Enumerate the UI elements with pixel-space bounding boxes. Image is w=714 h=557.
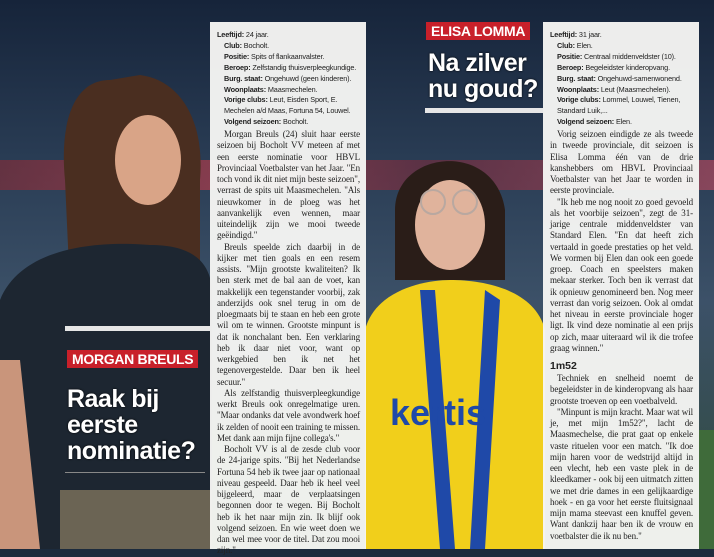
paragraph: Bocholt VV is al de zesde club voor de 24-jarige spits. "Bij het Nederlandse Fortuna 54 heb ik twee jaar op nationaal niveau gespeeld. Daar heb ik heel veel bijgeleerd, maar de verplaatsingen begonnen door te wegen. Bij Bocholt heb ik het naar mijn zin. Ik blijf ook volgend seizoen. En wie weet doen we dan wel mee voor de titel. Dat zou mooi zijn." xyxy=(217,444,360,556)
info-row xyxy=(550,95,693,117)
info-row xyxy=(550,41,693,52)
headline-right xyxy=(428,50,538,102)
info-value: Spits of flankaanvalster. xyxy=(249,51,325,61)
subheading: 1m52 xyxy=(550,360,577,373)
info-value: Ongehuwd-samenwonend. xyxy=(595,73,682,83)
info-row xyxy=(217,63,360,74)
info-value: 24 jaar. xyxy=(244,30,269,39)
photo-morgan-breuls xyxy=(0,60,212,549)
info-row xyxy=(217,85,360,96)
info-key: Club: xyxy=(224,40,242,50)
info-key: Leeftijd: xyxy=(550,30,578,39)
info-value: Elen. xyxy=(614,117,632,127)
article-morgan-breuls xyxy=(210,22,366,556)
paragraph: Als zelfstandig thuisverpleegkundige werkt Breuls ook onregelmatige uren. "Maar ondanks dat vele avondwerk hoef ik zelden of nooit een training te missen. Met dank aan mijn fijne collega's." xyxy=(217,387,360,443)
paragraph: Breuls speelde zich daarbij in de kijker met tien goals en een resem assists. "Mijn grootste kwaliteiten? Ik ben sterk met de bal aan de voet, kan makkelijk een tegenstander voorbij, zak anderzijds ook snel terug in om de ploegmaats bij te staan en heb een grote wil om te winnen. Grootste minpunt is dat ik nonchalant ben. Een verklaring heb ik daar niet voor, want op werkgebied ben ik net het tegenovergestelde. Daar ben ik heel secuur." xyxy=(217,241,360,387)
info-row xyxy=(217,74,360,85)
info-key: Beroep: xyxy=(224,62,251,72)
paragraph: "Ik heb me nog nooit zo goed gevoeld als het voorbije seizoen", zegt de 31-jarige centrale middenveldster van Standard Elen. "En dat heeft zich vertaald in goede prestaties op het veld. We vormen bij Elen dan ook een goede groep. Coach en speelsters maken mekaar sterker. Toch ben ik verrast dat ik opnieuw genomineerd ben. Nog meer verrast dan vorig seizoen. Ook al omdat het niveau in eerste provinciale hoger ligt. Ik vind deze nominatie al een prijs op zich, maar uiteraard wil ik die trofee graag winnen." xyxy=(550,196,693,353)
paragraph: Techniek en snelheid noemt de begeleidster in de kinderopvang als haar grootste troeven op een voetbalveld. xyxy=(550,373,693,406)
info-key: Burg. staat: xyxy=(557,73,596,83)
info-row xyxy=(217,30,360,41)
name-label-elisa-lomma: ELISA LOMMA xyxy=(426,22,530,40)
info-key: Leeftijd: xyxy=(217,30,245,39)
info-row xyxy=(550,30,693,41)
name-label-morgan-breuls: MORGAN BREULS xyxy=(67,350,198,368)
info-value: Leut, Eisden Sport, E. Mechelen a/d Maas, Fortuna 54, Louwel. xyxy=(224,95,351,116)
info-row xyxy=(550,74,693,85)
info-row xyxy=(217,95,360,117)
info-value: Maasmechelen. xyxy=(266,84,318,94)
article-elisa-lomma xyxy=(543,22,699,549)
info-row xyxy=(550,117,693,128)
info-row xyxy=(550,52,693,63)
article-body xyxy=(217,129,360,557)
info-key: Club: xyxy=(557,40,575,50)
info-value: 31 jaar. xyxy=(577,30,602,39)
article-body-continued xyxy=(550,373,693,542)
info-key: Woonplaats: xyxy=(224,84,266,94)
profile-info xyxy=(217,30,360,128)
info-value: Bocholt. xyxy=(241,40,269,50)
info-value: Leut (Maasmechelen). xyxy=(599,84,671,94)
info-row xyxy=(217,117,360,128)
info-value: Bocholt. xyxy=(281,117,309,127)
paragraph: Vorig seizoen eindigde ze als tweede in tweede provinciale, dit seizoen is Elisa Lomma één van de drie kanshebbers om HBVL Provinciaal Voetbalster van het Jaar te worden in eerste provinciale. xyxy=(550,129,693,196)
info-key: Vorige clubs: xyxy=(557,95,601,105)
info-key: Beroep: xyxy=(557,62,584,72)
headline-line: Na zilver xyxy=(428,49,527,77)
info-row xyxy=(217,41,360,52)
info-value: Ongehuwd (geen kinderen). xyxy=(262,73,352,83)
info-key: Vorige clubs: xyxy=(224,95,268,105)
info-key: Volgend seizoen: xyxy=(224,117,282,127)
info-value: Begeleidster kinderopvang. xyxy=(583,62,670,72)
info-key: Positie: xyxy=(557,51,583,61)
info-row xyxy=(550,85,693,96)
info-value: Centraal middenveldster (10). xyxy=(582,51,676,61)
info-value: Lommel, Louwel, Tienen, Standard Luik,... xyxy=(557,95,681,116)
info-row xyxy=(550,63,693,74)
headline-line: nu goud? xyxy=(428,75,538,103)
paragraph: "Minpunt is mijn kracht. Maar wat wil je, met mijn 1m52?", lacht de Maasmechelse, die prat gaat op enkele vaste rituelen voor een match. "Ik doe mijn haren voor de wedstrijd altijd in een vlecht, heb een vaste plek in de kleedkamer - ook bij een uitmatch zitten we met drie dames in een gelijkaardige hoek - en ga voor het eerste fluitsignaal mijn mama steevast een knuffel geven. Want dankzij haar ben ik de vrouw en voetbalster die ik nu ben." xyxy=(550,406,693,541)
info-key: Volgend seizoen: xyxy=(557,117,615,127)
decorative-bar xyxy=(65,326,210,331)
photo-elisa-lomma xyxy=(365,130,545,549)
info-value: Zelfstandig thuisverpleegkundige. xyxy=(250,62,357,72)
decorative-bar xyxy=(425,108,543,113)
info-value: Elen. xyxy=(574,40,593,50)
info-key: Burg. staat: xyxy=(224,73,263,83)
headline-line: Raak bij xyxy=(67,385,159,413)
paragraph: Morgan Breuls (24) sluit haar eerste seizoen bij Bocholt VV meteen af met een eerste nominatie voor HBVL Provinciaal Voetbalster van het Jaar. "En toch vond ik dit niet mijn beste seizoen", verrast de spits uit Maasmechelen. "Als nieuwkomer in de ploeg was het aanvankelijk even wennen, maar uiteindelijk zijn we mooi tweede geëindigd." xyxy=(217,129,360,241)
headline-line: nominatie? xyxy=(67,437,196,465)
info-key: Positie: xyxy=(224,51,250,61)
info-row xyxy=(217,52,360,63)
headline-underline xyxy=(65,472,205,473)
shirt-sponsor-text: kertis xyxy=(390,392,487,433)
profile-info xyxy=(550,30,693,128)
headline-line: eerste xyxy=(67,411,138,439)
article-body xyxy=(550,129,693,354)
headline-left xyxy=(67,386,195,464)
info-key: Woonplaats: xyxy=(557,84,599,94)
